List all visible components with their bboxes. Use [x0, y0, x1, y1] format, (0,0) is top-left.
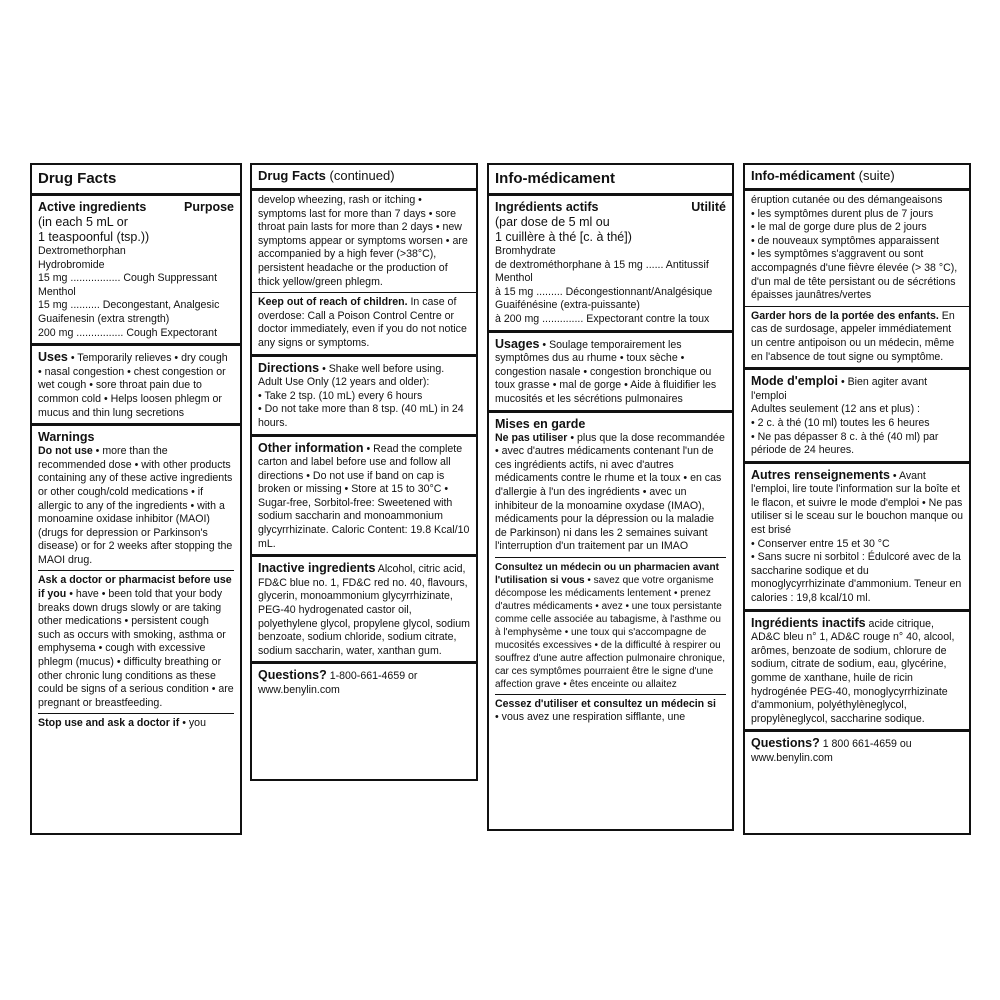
ingredient-line: 15 mg ................. Cough Suppressant — [38, 272, 218, 285]
cessez-block — [495, 695, 726, 728]
ingredient-line: Menthol — [38, 285, 76, 298]
ingredient-line: Menthol — [495, 272, 533, 285]
ingredient-line: Bromhydrate — [495, 245, 556, 257]
ingredient-line: Guaifenesin (extra strength) — [38, 312, 170, 325]
ingredients-inactifs-heading: Ingrédients inactifs — [751, 615, 866, 630]
dose-line-1: (par dose de 5 ml ou — [495, 215, 610, 229]
usages-section — [489, 333, 732, 413]
mode-emploi-text: • Bien agiter avant l'emploi — [751, 376, 928, 402]
questions-website: www.benylin.com — [751, 751, 833, 764]
keep-out-section — [252, 293, 476, 356]
directions-line: Adult Use Only (12 years and older): — [258, 376, 430, 389]
ingredients-inactifs-section — [745, 612, 969, 733]
other-information-heading: Other information — [258, 440, 364, 455]
usages-heading: Usages — [495, 336, 540, 351]
ingredients-inactifs-text: acide citrique, AD&C bleu n° 1, AD&C rouge n° 40, alcool, arômes, benzoate de sodium, chlorure de sodium, citrate de sodium, eau, glycérine, gomme de xanthane, huile de ricin hydrogénée PEG-40, monoglycyrrhizinate d'ammonium, polyéthylèneglycol, propylèneglycol, saccharine sodique. — [751, 617, 955, 725]
info-medicament-panel — [487, 163, 734, 831]
drug-facts-panel — [30, 163, 242, 835]
ingredient-line: 15 mg .......... Decongestant, Analgesic — [38, 299, 220, 312]
ingredient-line: à 200 mg .............. Expectorant contre la toux — [495, 312, 710, 325]
panel-title: Info-médicament (suite) — [745, 165, 969, 191]
ingredient-line: à 15 mg ......... Décongestionnant/Analgésique — [495, 285, 713, 298]
info-medicament-suite-panel — [743, 163, 971, 835]
other-information-text: • Read the complete carton and label before use and follow all directions • Do not use if band on cap is broken or missing • Store at 15 to 30°C • Sugar-free, Sorbitol-free: Sweetened with sodium saccharin and monoammonium glycyrrhizinate. Caloric Content: 19.8 Kcal/10 mL. — [258, 442, 470, 550]
warnings-heading: Warnings — [38, 430, 95, 445]
ingredients-actifs-heading: Ingrédients actifs — [495, 200, 599, 214]
questions-heading: Questions? — [751, 736, 820, 751]
suite-text — [745, 191, 969, 307]
garder-hors-label: Garder hors de la portée des enfants. — [751, 309, 939, 322]
directions-section — [252, 357, 476, 437]
ingredient-line: de dextrométhorphane à 15 mg ...... Antitussif — [495, 258, 709, 271]
ne-pas-utiliser-text: • plus que la dose recommandée • avec d'autres médicaments contenant l'un de ces ingrédients actifs, ni avec d'autres médicaments contre le rhume et la toux • en cas d'allergie à l'un des ingrédients • avec un inhibiteur de la monoamine oxydase (IMAO), médicaments pour la dépression ou la maladie de Parkinson) ni dans les 2 semaines suivant l'interruption d'un traitement par un IMAO — [495, 431, 725, 553]
directions-line: • Take 2 tsp. (10 mL) every 6 hours — [258, 389, 423, 402]
suite-line: • le mal de gorge dure plus de 2 jours — [751, 221, 927, 234]
directions-line: • Do not take more than 8 tsp. (40 mL) in 24 hours. — [258, 403, 464, 429]
dose-line-2: 1 cuillère à thé [c. à thé]) — [495, 230, 632, 244]
inactive-ingredients-section — [252, 557, 476, 664]
consultez-label: Consultez un médecin ou un pharmacien avant l'utilisation si vous — [495, 561, 719, 586]
mode-emploi-line: • Ne pas dépasser 8 c. à thé (40 ml) par période de 24 heures. — [751, 430, 939, 457]
mises-en-garde-section — [489, 413, 732, 729]
active-ingredients-heading: Active ingredients — [38, 200, 147, 214]
panel-title: Drug Facts (continued) — [252, 165, 476, 191]
autres-renseignements-section — [745, 464, 969, 612]
purpose-heading: Purpose — [183, 200, 234, 214]
cessez-label: Cessez d'utiliser et consultez un médecin si — [495, 697, 716, 710]
questions-phone: 1 800 661-4659 ou — [819, 738, 912, 751]
ingredient-line: Hydrobromide — [38, 258, 105, 271]
suite-line: • les symptômes s'aggravent ou sont accompagnés d'une fièvre élevée (> 38 °C), d'un mal de tête persistant ou de sécrétions épaisses jaunâtres/vertes — [751, 248, 958, 302]
keep-out-text: In case of overdose: Call a Poison Control Centre or doctor immediately, even if you do not notice any signs or symptoms. — [258, 296, 467, 349]
suite-line: éruption cutanée ou des démangeaisons — [751, 194, 943, 206]
ask-doctor-label: Ask a doctor or pharmacist before use if you — [38, 574, 232, 601]
ingredients-actifs-section — [489, 196, 732, 333]
ne-pas-utiliser-label: Ne pas utiliser — [495, 431, 568, 444]
ingredient-line: 200 mg ................ Cough Expectorant — [38, 326, 218, 339]
questions-phone: 1-800-661-4659 or — [326, 670, 418, 683]
ask-doctor-block — [38, 571, 234, 714]
panel-title: Info-médicament — [489, 165, 732, 196]
autres-line: • Conserver entre 15 et 30 °C — [751, 537, 890, 550]
ne-pas-utiliser-block — [495, 432, 726, 558]
uses-text: • Temporarily relieves • dry cough • nasal congestion • chest congestion or wet cough • sore throat pain due to common cold • Helps loosen phlegm or mucus and thin lung secretions — [38, 352, 228, 419]
continued-text: develop wheezing, rash or itching • symptoms last for more than 7 days • sore throat pain lasts for more than 2 days • new symptoms appear or symptoms worsen • are accompanied by a high fever (>38°C), persistent headache or the production of thick yellow/green phlegm. — [252, 191, 476, 293]
directions-text: • Shake well before using. — [319, 362, 445, 375]
other-information-section — [252, 437, 476, 558]
garder-hors-section — [745, 307, 969, 370]
directions-heading: Directions — [258, 360, 320, 375]
stop-use-label: Stop use and ask a doctor if — [38, 717, 180, 730]
autres-renseignements-heading: Autres renseignements — [751, 467, 890, 482]
autres-line: • Sans sucre ni sorbitol : Édulcoré avec de la saccharine sodique et du monoglycyrrhizinate d'ammonium. Teneur en calories : 19,8 kcal/10 ml. — [751, 551, 962, 605]
stop-use-block — [38, 714, 234, 734]
questions-website: www.benylin.com — [258, 684, 340, 696]
ingredient-line: Guaifénésine (extra-puissante) — [495, 299, 640, 312]
panel-title: Drug Facts — [32, 165, 240, 196]
utilite-heading: Utilité — [691, 200, 726, 214]
ask-doctor-text: • have • been told that your body breaks down drugs slowly or are taking other medications • persistent cough such as occurs with smoking, asthma or emphysema • cough with excessive phlegm (mucus) • difficulty breathing or other chronic lung conditions as these could be signs of a serious condition • are pregnant or breastfeeding. — [38, 588, 234, 709]
garder-hors-text: En cas de surdosage, appeler immédiatement un centre antipoison ou un médecin, même en l'absence de tout signe ou symptôme. — [751, 309, 955, 363]
active-ingredients-section — [32, 196, 240, 346]
cessez-text: • vous avez une respiration sifflante, une — [495, 711, 686, 724]
uses-section — [32, 346, 240, 426]
mode-emploi-line: Adultes seulement (12 ans et plus) : — [751, 403, 921, 416]
dose-line-2: 1 teaspoonful (tsp.)) — [38, 230, 150, 244]
stop-use-text: • you — [179, 717, 206, 730]
questions-section — [745, 732, 969, 768]
do-not-use-text: • more than the recommended dose • with other products containing any of these active ingredients or other cough/cold medications • if allergic to any of the ingredients • with a monoamine oxidase inhibitor (MAOI) (drugs for depression or Parkinson's disease) or for 2 weeks after stopping the MAOI drug. — [38, 445, 233, 566]
drug-facts-continued-panel — [250, 163, 478, 781]
usages-text: • Soulage temporairement les symptômes dus au rhume • toux sèche • congestion nasale • congestion bronchique ou toux grasse • mal de gorge • Aide à fluidifier les mucosités et les sécrétions pulmonaires — [495, 338, 717, 405]
questions-heading: Questions? — [258, 668, 327, 683]
mises-en-garde-heading: Mises en garde — [495, 416, 586, 431]
ingredient-line: Dextromethorphan — [38, 245, 126, 257]
consultez-text: • savez que votre organisme décompose les médicaments lentement • prenez d'autres médicaments • avez • une toux persistante comme celle associée au tabagisme, à l'asthme ou à l'emphysème • une toux qui s'accompagne de mucosités excessives • de la difficulté à respirer ou souffrez d'une autre affection pulmonaire chronique, car ces symptômes pourraient être le signe d'une affection grave • êtes enceinte ou allaitez — [495, 574, 726, 690]
warnings-section — [32, 426, 240, 734]
mode-emploi-line: • 2 c. à thé (10 ml) toutes les 6 heures — [751, 416, 930, 429]
mode-emploi-section — [745, 370, 969, 464]
inactive-ingredients-text: Alcohol, citric acid, FD&C blue no. 1, FD&C red no. 40, flavours, glycerin, monoammonium glycyrrhizinate, PEG-40 hydrogenated castor oil, polyethylene glycol, propylene glycol, sodium benzoate, sodium chloride, sodium citrate, sodium saccharin, water, xanthan gum. — [258, 563, 470, 657]
autres-renseignements-text: • Avant l'emploi, lire toute l'information sur la boîte et le flacon, et suivre le mode d'emploi • Ne pas utiliser si le sceau sur le bouchon manque ou est brisé — [751, 469, 963, 537]
consultez-block — [495, 558, 726, 695]
uses-heading: Uses — [38, 350, 68, 365]
do-not-use-label: Do not use — [38, 445, 93, 458]
dose-line-1: (in each 5 mL or — [38, 215, 128, 229]
suite-line: • les symptômes durent plus de 7 jours — [751, 207, 934, 220]
questions-section — [252, 664, 476, 700]
suite-line: • de nouveaux symptômes apparaissent — [751, 234, 940, 247]
keep-out-label: Keep out of reach of children. — [258, 296, 408, 309]
inactive-ingredients-heading: Inactive ingredients — [258, 561, 376, 576]
mode-emploi-heading: Mode d'emploi — [751, 374, 838, 389]
do-not-use-block — [38, 445, 234, 571]
